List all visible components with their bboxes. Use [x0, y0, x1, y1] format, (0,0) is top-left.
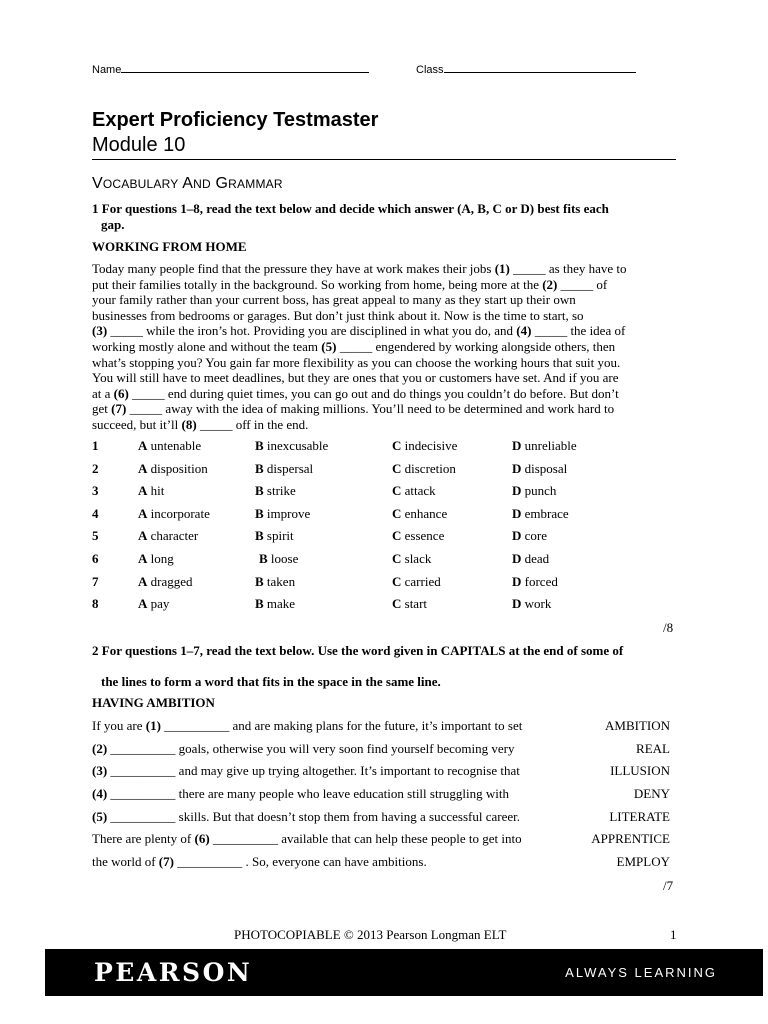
title-divider: [92, 159, 676, 160]
option-b[interactable]: B strike: [255, 483, 296, 499]
word-formation-line: If you are (1) __________ and are making plans for the future, it’s important to set AMBITION: [92, 718, 670, 733]
passage-line: your family rather than your current boss, has great appeal to many as they start up their own: [92, 292, 576, 308]
word-formation-line: (3) __________ and may give up trying altogether. It’s important to recognise that ILLUSION: [92, 763, 670, 779]
capitals-word: APPRENTICE: [591, 831, 670, 847]
question-number: 4: [92, 505, 99, 521]
class-line[interactable]: [444, 61, 636, 73]
task1-instruction: 1 For questions 1–8, read the text below and decide which answer (A, B, C or D) best fits each gap.: [92, 201, 609, 232]
option-b[interactable]: B improve: [255, 505, 311, 521]
gap-number: (4): [92, 786, 108, 802]
option-d[interactable]: D punch: [512, 483, 557, 499]
option-a[interactable]: A untenable: [138, 438, 202, 453]
gap-number: (3): [92, 323, 108, 339]
option-a[interactable]: A character: [138, 528, 199, 544]
section-heading: VOCABULARY AND GRAMMAR: [92, 175, 283, 192]
capitals-word: LITERATE: [609, 808, 670, 824]
option-d[interactable]: D work: [512, 596, 552, 612]
question-number: 1: [92, 438, 99, 453]
option-c[interactable]: C attack: [392, 483, 436, 499]
question-number: 8: [92, 596, 99, 612]
option-a[interactable]: A hit: [138, 483, 165, 499]
name-line[interactable]: [121, 61, 369, 73]
option-b[interactable]: B make: [255, 596, 296, 612]
question-number: 3: [92, 483, 99, 499]
task2-instruction: 2 For questions 1–7, read the text below. Use the word given in CAPITALS at the end of some of: [92, 643, 624, 658]
task2-text-title: HAVING AMBITION: [92, 695, 215, 710]
option-d[interactable]: D disposal: [512, 460, 568, 476]
word-formation-line: (2) __________ goals, otherwise you will very soon find yourself becoming very REAL: [92, 740, 670, 756]
question-number: 7: [92, 573, 99, 589]
capitals-word: EMPLOY: [616, 854, 670, 870]
task2-score: /7: [663, 878, 674, 893]
capitals-word: REAL: [636, 740, 670, 756]
option-c[interactable]: C slack: [392, 550, 432, 566]
option-b[interactable]: B taken: [255, 573, 296, 589]
task1-score: /8: [663, 620, 674, 635]
word-formation-line: the world of (7) __________ . So, everyone can have ambitions. EMPLOY: [92, 854, 670, 870]
option-b[interactable]: B dispersal: [255, 460, 314, 476]
option-d[interactable]: D core: [512, 528, 548, 544]
word-formation-line: There are plenty of (6) __________ available that can help these people to get into APPRENTICE: [92, 831, 670, 847]
task1-text-title: WORKING FROM HOME: [92, 239, 247, 254]
task2-word-formation: [92, 718, 670, 877]
option-c[interactable]: C discretion: [392, 460, 456, 476]
question-number: 6: [92, 550, 99, 566]
gap-number: (7): [158, 854, 174, 870]
option-c[interactable]: C carried: [392, 573, 441, 589]
option-d[interactable]: D dead: [512, 550, 550, 566]
option-a[interactable]: A incorporate: [138, 505, 210, 521]
document-title: Expert Proficiency Testmaster: [92, 109, 379, 131]
option-a[interactable]: A pay: [138, 596, 170, 612]
class-label: Class: [416, 64, 444, 76]
gap-number: (3): [92, 763, 108, 779]
brand-bar: [45, 949, 763, 996]
pearson-logo: PEARSON: [94, 958, 253, 987]
passage-line: succeed, but it’ll (8) _____ off in the end.: [92, 416, 309, 432]
class-field[interactable]: [416, 61, 636, 76]
gap-number: (6): [194, 831, 210, 847]
capitals-word: DENY: [633, 786, 670, 802]
option-a[interactable]: A long: [138, 550, 174, 566]
option-b[interactable]: B loose: [259, 550, 299, 566]
passage-line: (3) _____ while the iron’s hot. Providing you are disciplined in what you do, and (4) _____ the idea of: [92, 323, 626, 339]
word-formation-line: (4) __________ there are many people who leave education still struggling with DENY: [92, 786, 670, 802]
name-label: Name: [92, 64, 122, 76]
brand-tagline: ALWAYS LEARNING: [565, 965, 717, 980]
name-field[interactable]: [92, 61, 369, 76]
gap-number: (5): [92, 808, 108, 824]
gap-number: (6): [113, 385, 129, 401]
option-b[interactable]: B inexcusable: [255, 438, 329, 453]
capitals-word: ILLUSION: [610, 763, 670, 779]
document-subtitle: Module 10: [92, 134, 186, 156]
word-formation-line: (5) __________ skills. But that doesn’t stop them from having a successful career. LITERATE: [92, 808, 670, 824]
option-a[interactable]: A disposition: [138, 460, 208, 476]
option-c[interactable]: C indecisive: [392, 438, 458, 453]
passage-line: businesses from bedrooms or garages. But don’t just think about it. Now is the time to start, so: [92, 307, 584, 323]
option-d[interactable]: D embrace: [512, 505, 569, 521]
option-b[interactable]: B spirit: [255, 528, 294, 544]
passage-line: working mostly alone and without the team (5) _____ engendered by working alongside others, then: [92, 338, 616, 354]
option-c[interactable]: C start: [392, 596, 428, 612]
gap-number: (1): [145, 718, 161, 733]
passage-line: what’s stopping you? You gain far more flexibility as you can choose the working hours that suit you.: [92, 354, 621, 370]
passage-line: put their families totally in the background. So working from home, being more at the (2) _____ of: [92, 276, 608, 292]
task1-passage: [92, 261, 682, 433]
passage-line: get (7) _____ away with the idea of making millions. You’ll need to be determined and work hard to: [92, 401, 615, 417]
page-number: 1: [670, 927, 677, 942]
gap-number: (8): [181, 416, 197, 432]
gap-number: (1): [494, 261, 510, 276]
gap-number: (2): [542, 276, 558, 292]
capitals-word: AMBITION: [605, 718, 670, 733]
option-a[interactable]: A dragged: [138, 573, 193, 589]
gap-number: (7): [111, 401, 127, 417]
passage-line: at a (6) _____ end during quiet times, you can go out and do things you couldn’t do before. But don’t: [92, 385, 619, 401]
gap-number: (2): [92, 740, 108, 756]
option-c[interactable]: C essence: [392, 528, 445, 544]
gap-number: (5): [321, 338, 337, 354]
question-number: 2: [92, 460, 99, 476]
question-number: 5: [92, 528, 99, 544]
copyright-notice: PHOTOCOPIABLE © 2013 Pearson Longman ELT: [234, 927, 507, 942]
passage-line: Today many people find that the pressure they have at work makes their jobs (1) _____ as they have to: [92, 261, 627, 276]
task2-instruction-cont: the lines to form a word that fits in the space in the same line.: [101, 674, 441, 689]
option-d[interactable]: D unreliable: [512, 438, 577, 453]
option-c[interactable]: C enhance: [392, 505, 448, 521]
passage-line: You will still have to meet deadlines, but they are ones that you or customers have set. And if you are: [92, 370, 619, 386]
option-d[interactable]: D forced: [512, 573, 558, 589]
